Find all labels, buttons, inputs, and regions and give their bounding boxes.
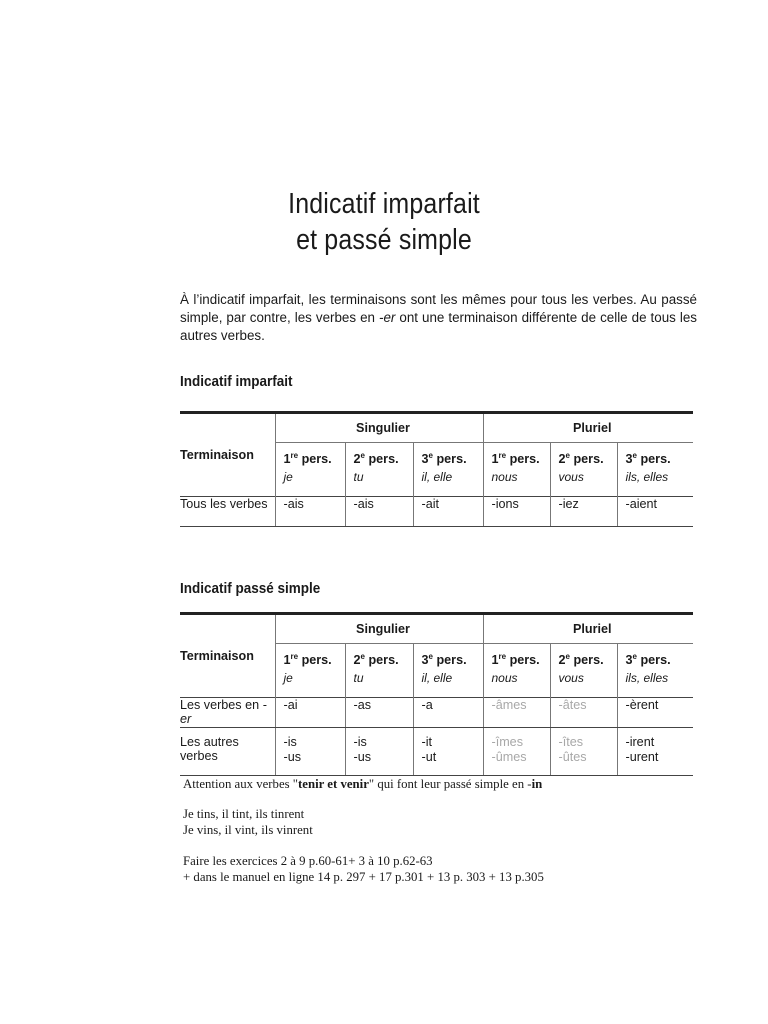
person-cell: 1re pers. nous (483, 644, 550, 698)
example-line-2: Je vins, il vint, ils vinrent (183, 823, 313, 837)
group-pluriel: Pluriel (483, 614, 693, 644)
person-cell: 2e pers. tu (345, 644, 413, 698)
person-cell: 1re pers. je (275, 443, 345, 497)
group-singulier: Singulier (275, 614, 483, 644)
exercises-line-2: + dans le manuel en ligne 14 p. 297 + 17 p.301 + 13 p. 303 + 13 p.305 (183, 870, 544, 884)
title-line-2: et passé simple (296, 224, 472, 256)
terminaison-label: Terminaison (180, 447, 254, 462)
ending-cell: -is -us (275, 728, 345, 776)
group-header-row (180, 413, 693, 443)
person-row (180, 644, 693, 698)
ending-cell: -aient (617, 497, 693, 527)
table-row (180, 728, 693, 776)
ending-cell: -a (413, 698, 483, 728)
group-pluriel: Pluriel (483, 413, 693, 443)
person-cell: 1re pers. je (275, 644, 345, 698)
person-cell: 1re pers. nous (483, 443, 550, 497)
row-label: Tous les verbes (180, 497, 275, 527)
ending-cell: -âtes (550, 698, 617, 728)
table-row (180, 497, 693, 527)
person-cell: 3e pers. ils, elles (617, 443, 693, 497)
exercises-line-1: Faire les exercices 2 à 9 p.60-61+ 3 à 10 p.62-63 (183, 854, 433, 868)
ending-cell: -âmes (483, 698, 550, 728)
ending-cell: -irent -urent (617, 728, 693, 776)
attention-note: Attention aux verbes "tenir et venir" qui font leur passé simple en -in (183, 777, 543, 791)
person-cell: 2e pers. vous (550, 443, 617, 497)
intro-text: À l’indicatif imparfait, les terminaisons sont les mêmes pour tous les verbes. Au passé simple, par contre, les verbes en (180, 292, 697, 325)
ending-cell: -îmes -ûmes (483, 728, 550, 776)
ending-cell: -as (345, 698, 413, 728)
ending-cell: -is -us (345, 728, 413, 776)
terminaison-label: Terminaison (180, 648, 254, 663)
group-singulier: Singulier (275, 413, 483, 443)
ending-cell: -iez (550, 497, 617, 527)
passe-simple-heading: Indicatif passé simple (180, 580, 321, 597)
row-label: Les autres verbes (180, 728, 275, 776)
row-label: Les verbes en -er (180, 698, 275, 728)
person-cell: 3e pers. ils, elles (617, 644, 693, 698)
ending-cell: -ai (275, 698, 345, 728)
ending-cell: -ions (483, 497, 550, 527)
title-line-1: Indicatif imparfait (288, 188, 480, 220)
person-cell: 3e pers. il, elle (413, 443, 483, 497)
group-header-row (180, 614, 693, 644)
table-row (180, 698, 693, 728)
intro-emphasis: -er (378, 310, 396, 325)
example-line-1: Je tins, il tint, ils tinrent (183, 807, 305, 821)
ending-cell: -ais (275, 497, 345, 527)
page-title (54, 186, 714, 258)
person-cell: 2e pers. vous (550, 644, 617, 698)
ending-cell: -it -ut (413, 728, 483, 776)
intro-paragraph (180, 291, 697, 345)
person-cell: 2e pers. tu (345, 443, 413, 497)
intro-text-end: ont une terminaison différente de celle de tous les autres verbes. (180, 310, 697, 343)
passe-simple-table (180, 612, 693, 776)
person-cell: 3e pers. il, elle (413, 644, 483, 698)
imparfait-heading: Indicatif imparfait (180, 373, 293, 390)
ending-cell: -îtes -ûtes (550, 728, 617, 776)
ending-cell: -èrent (617, 698, 693, 728)
imparfait-table (180, 411, 693, 527)
ending-cell: -ais (345, 497, 413, 527)
ending-cell: -ait (413, 497, 483, 527)
person-row (180, 443, 693, 497)
